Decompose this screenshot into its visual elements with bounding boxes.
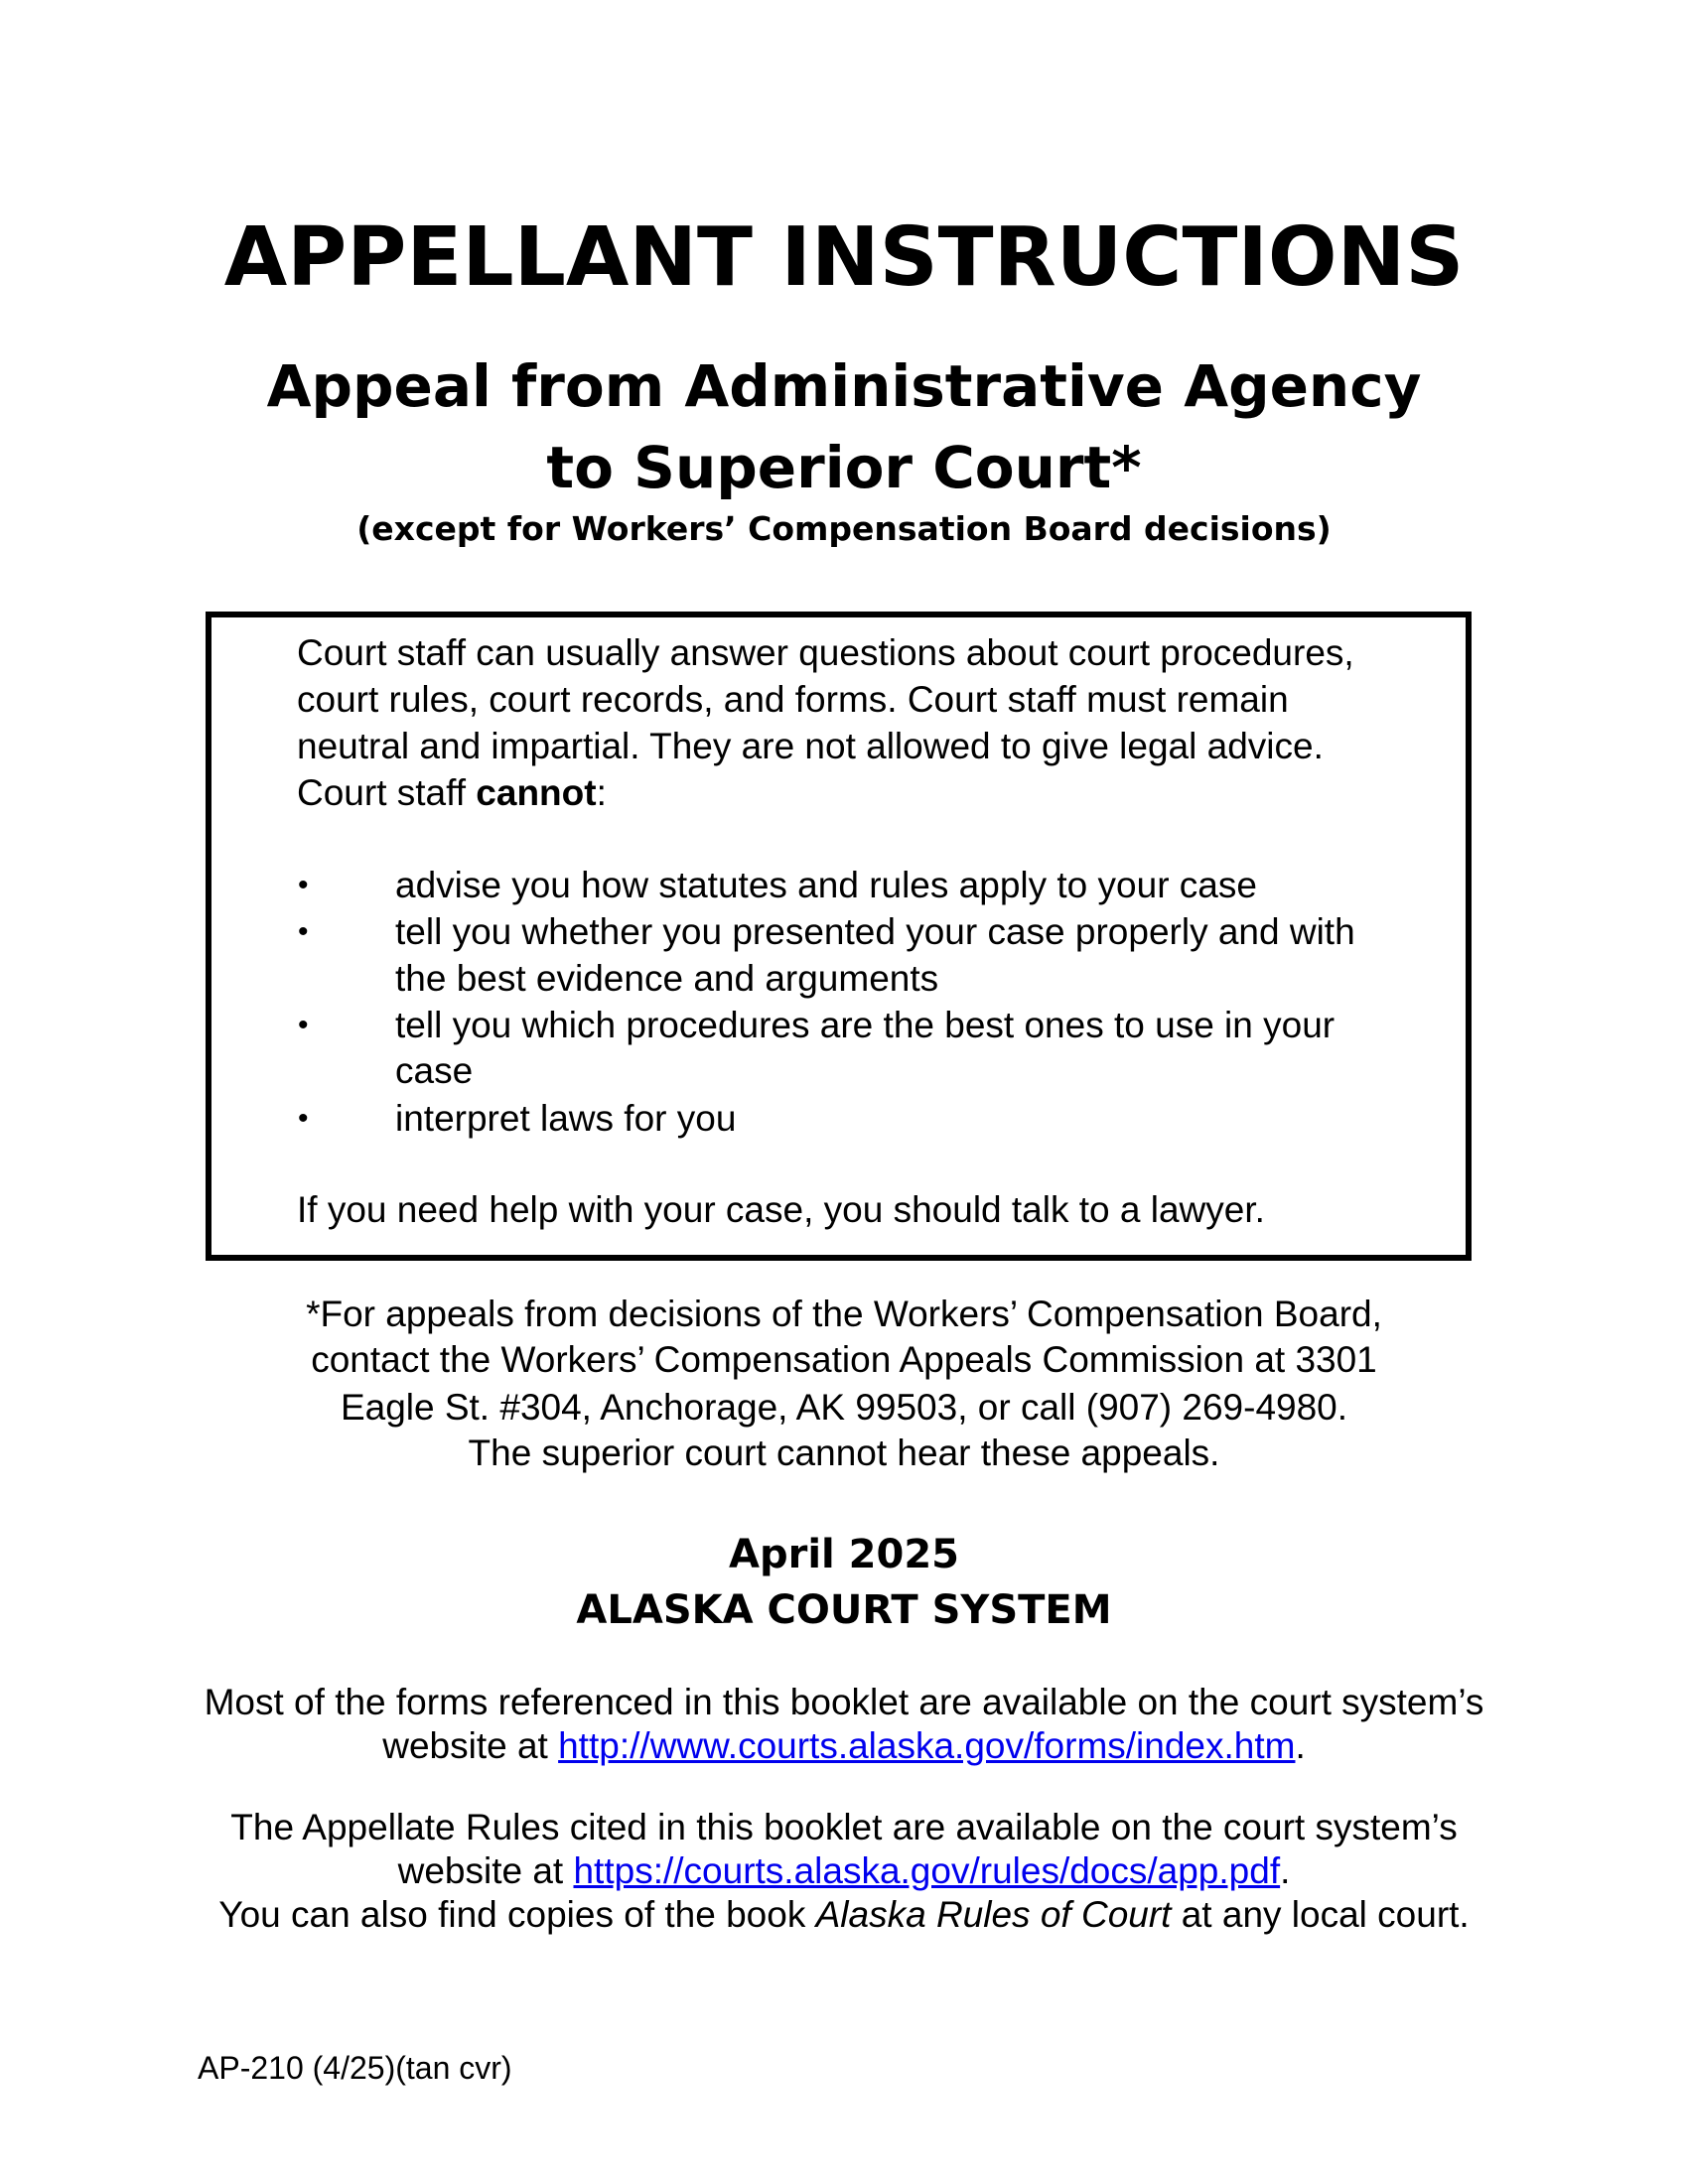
bullet-item-2: tell you whether you presented your case properly and with: [395, 911, 1355, 952]
form-code: AP-210 (4/25)(tan cvr): [198, 2050, 512, 2086]
bullet-icon: •: [298, 869, 309, 901]
notice-intro-2: court rules, court records, and forms. Court staff must remain: [297, 679, 1289, 720]
footnote-line-3: Eagle St. #304, Anchorage, AK 99503, or call (907) 269-4980.: [340, 1387, 1348, 1428]
footnote-line-1: *For appeals from decisions of the Workers’ Compensation Board,: [306, 1294, 1382, 1334]
subtitle-line-2: to Superior Court*: [546, 434, 1142, 501]
publication-date: April 2025: [729, 1532, 959, 1577]
bullet-item-3-cont: case: [395, 1050, 474, 1091]
bullet-item-1: advise you how statutes and rules apply to your case: [395, 865, 1257, 905]
organization-name: ALASKA COURT SYSTEM: [576, 1587, 1112, 1633]
forms-prefix: website at: [382, 1725, 559, 1766]
notice-cannot-line: [297, 770, 607, 816]
cannot-bold: cannot: [476, 772, 597, 813]
rules-info-line-1: The Appellate Rules cited in this booklet are available on the court system’s: [230, 1807, 1458, 1847]
footnote-line-2: contact the Workers’ Compensation Appeals Commission at 3301: [311, 1339, 1377, 1380]
footnote-line-4: The superior court cannot hear these appeals.: [468, 1433, 1220, 1473]
book-title: Alaska Rules of Court: [815, 1894, 1172, 1935]
book-suffix: at any local court.: [1171, 1894, 1470, 1935]
forms-info-line-2: [0, 1723, 1688, 1769]
subtitle-line-1: Appeal from Administrative Agency: [266, 352, 1422, 420]
bullet-item-3: tell you which procedures are the best ones to use in your: [395, 1005, 1336, 1045]
rules-link[interactable]: https://courts.alaska.gov/rules/docs/app.pdf: [573, 1850, 1281, 1891]
bullet-item-2-cont: the best evidence and arguments: [395, 958, 939, 999]
rules-info-line-3: [0, 1892, 1688, 1938]
forms-link[interactable]: http://www.courts.alaska.gov/forms/index.htm: [558, 1725, 1296, 1766]
bullet-icon: •: [298, 915, 309, 948]
notice-intro-1: Court staff can usually answer questions about court procedures,: [297, 632, 1354, 673]
book-prefix: You can also find copies of the book: [218, 1894, 816, 1935]
cannot-suffix: :: [596, 772, 607, 813]
rules-info-line-2: [0, 1848, 1688, 1894]
cannot-prefix: Court staff: [297, 772, 477, 813]
rules-prefix: website at: [397, 1850, 574, 1891]
forms-info-line-1: Most of the forms referenced in this booklet are available on the court system’s: [204, 1682, 1484, 1722]
page-title: APPELLANT INSTRUCTIONS: [223, 210, 1465, 305]
bullet-item-4: interpret laws for you: [395, 1098, 737, 1139]
forms-suffix: .: [1295, 1725, 1306, 1766]
bullet-icon: •: [298, 1102, 309, 1135]
subtitle-exception: (except for Workers’ Compensation Board decisions): [356, 509, 1332, 548]
notice-closing: If you need help with your case, you should talk to a lawyer.: [297, 1189, 1265, 1230]
bullet-icon: •: [298, 1009, 309, 1041]
rules-suffix: .: [1280, 1850, 1291, 1891]
notice-intro-3: neutral and impartial. They are not allowed to give legal advice.: [297, 726, 1324, 766]
